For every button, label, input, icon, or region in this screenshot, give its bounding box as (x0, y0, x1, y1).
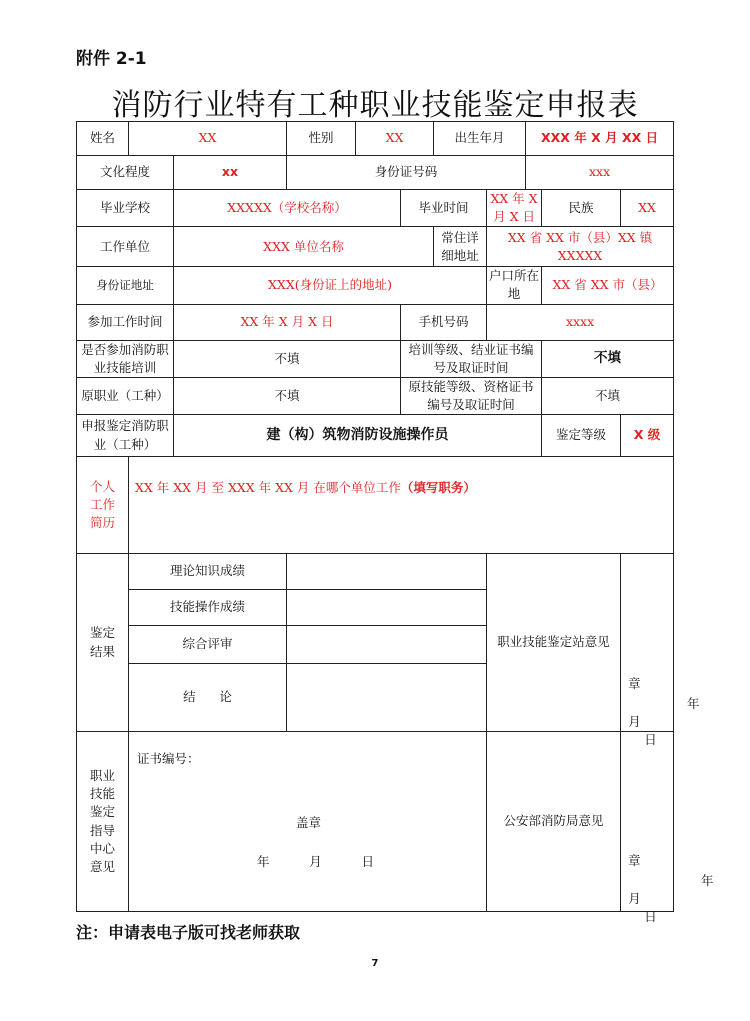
conclusion-label: 结 论 (129, 664, 287, 732)
review-value[interactable] (287, 626, 487, 664)
center-label: 职业技能鉴定指导中心意见 (77, 732, 129, 912)
work-unit-value[interactable]: XXX 单位名称 (174, 227, 434, 267)
gender-label: 性别 (287, 122, 356, 156)
education-value[interactable]: xx (174, 156, 287, 190)
training-value[interactable]: 不填 (174, 340, 401, 377)
bureau-day-char: 日 (644, 909, 657, 925)
original-job-value[interactable]: 不填 (174, 377, 401, 414)
row-training (77, 340, 674, 377)
ethnic-value[interactable]: XX (621, 190, 674, 227)
row-original-job (77, 377, 674, 414)
application-form-table (76, 121, 714, 925)
resume-period: XX 年 XX 月 至 XXX 年 XX 月 在哪个单位工作 (135, 480, 401, 495)
original-level-label: 原技能等级、资格证书编号及取证时间 (401, 377, 542, 414)
id-number-value[interactable]: xxx (526, 156, 674, 190)
hukou-label: 户口所在地 (487, 267, 542, 304)
bureau-month-day (628, 890, 673, 926)
seal-label: 盖章 (296, 815, 322, 830)
row-center-opinion (77, 732, 674, 912)
row-school (77, 190, 674, 227)
phone-label: 手机号码 (401, 304, 487, 340)
station-stamp-char: 章 (628, 676, 641, 691)
footer-note: 注：申请表电子版可找老师获取 (76, 923, 301, 942)
row-work-unit (77, 227, 674, 267)
id-address-value[interactable]: XXX(身份证上的地址) (174, 267, 487, 304)
training-cert-label: 培训等级、结业证书编号及取证时间 (401, 340, 542, 377)
row-id-address (77, 267, 674, 304)
phone-value[interactable]: xxxx (487, 304, 674, 340)
bureau-month-char: 月 (628, 891, 641, 906)
hukou-value[interactable]: XX 省 XX 市（县） (542, 267, 674, 304)
original-job-label: 原职业（工种） (77, 377, 174, 414)
school-value[interactable]: XXXXX（学校名称） (174, 190, 401, 227)
birth-value[interactable]: XXX 年 X 月 XX 日 (526, 122, 674, 156)
form-title: 消防行业特有工种职业技能鉴定申报表 (111, 88, 639, 123)
row-basic-info (77, 122, 674, 156)
gender-value[interactable]: XX (356, 122, 434, 156)
station-signature-area[interactable] (621, 554, 700, 748)
review-label: 综合评审 (129, 626, 287, 664)
result-label: 鉴定结果 (77, 554, 129, 732)
row-education (77, 156, 674, 190)
id-address-label: 身份证地址 (77, 267, 174, 304)
theory-value[interactable] (287, 554, 487, 590)
row-apply-job (77, 415, 674, 457)
station-label: 职业技能鉴定站意见 (487, 554, 621, 732)
work-start-value[interactable]: XX 年 X 月 X 日 (174, 304, 401, 340)
row-resume (77, 457, 674, 554)
theory-label: 理论知识成绩 (129, 554, 287, 590)
bureau-signature-area[interactable] (621, 732, 714, 925)
apply-job-value[interactable]: 建（构）筑物消防设施操作员 (174, 415, 542, 457)
work-start-label: 参加工作时间 (77, 304, 174, 340)
original-level-value[interactable]: 不填 (542, 377, 674, 414)
attachment-label: 附件 2-1 (76, 49, 147, 69)
work-unit-label: 工作单位 (77, 227, 174, 267)
bureau-stamp-char: 章 (628, 853, 641, 868)
skill-value[interactable] (287, 590, 487, 626)
birth-label: 出生年月 (434, 122, 526, 156)
resume-duty: （填写职务） (400, 480, 476, 495)
bureau-year-char: 年 (701, 873, 714, 888)
skill-label: 技能操作成绩 (129, 590, 287, 626)
conclusion-value[interactable] (287, 664, 487, 732)
bureau-label: 公安部消防局意见 (487, 732, 621, 912)
training-cert-value[interactable]: 不填 (542, 340, 674, 377)
center-opinion-area[interactable] (129, 732, 487, 912)
grad-time-label: 毕业时间 (401, 190, 487, 227)
school-label: 毕业学校 (77, 190, 174, 227)
address-value[interactable]: XX 省 XX 市（县）XX 镇 XXXXX (487, 227, 674, 267)
training-label: 是否参加消防职业技能培训 (77, 340, 174, 377)
id-number-label: 身份证号码 (287, 156, 526, 190)
resume-label: 个人工作简历 (77, 457, 129, 554)
education-label: 文化程度 (77, 156, 174, 190)
resume-value[interactable] (129, 457, 674, 554)
name-value[interactable]: XX (129, 122, 287, 156)
address-label: 常住详细地址 (434, 227, 487, 267)
level-label: 鉴定等级 (542, 415, 621, 457)
page-number: 7 (371, 958, 379, 969)
station-year-char: 年 (687, 696, 700, 711)
row-result-theory (77, 554, 674, 590)
grad-time-value[interactable]: XX 年 X 月 X 日 (487, 190, 542, 227)
center-date: 年 月 日 (257, 854, 374, 869)
apply-job-label: 申报鉴定消防职业（工种） (77, 415, 174, 457)
name-label: 姓名 (77, 122, 129, 156)
station-month-char: 月 (628, 714, 641, 729)
cert-number-label: 证书编号： (137, 751, 200, 766)
ethnic-label: 民族 (542, 190, 621, 227)
row-work-start (77, 304, 674, 340)
level-value[interactable]: X 级 (621, 415, 674, 457)
station-day-char: 日 (644, 732, 657, 748)
